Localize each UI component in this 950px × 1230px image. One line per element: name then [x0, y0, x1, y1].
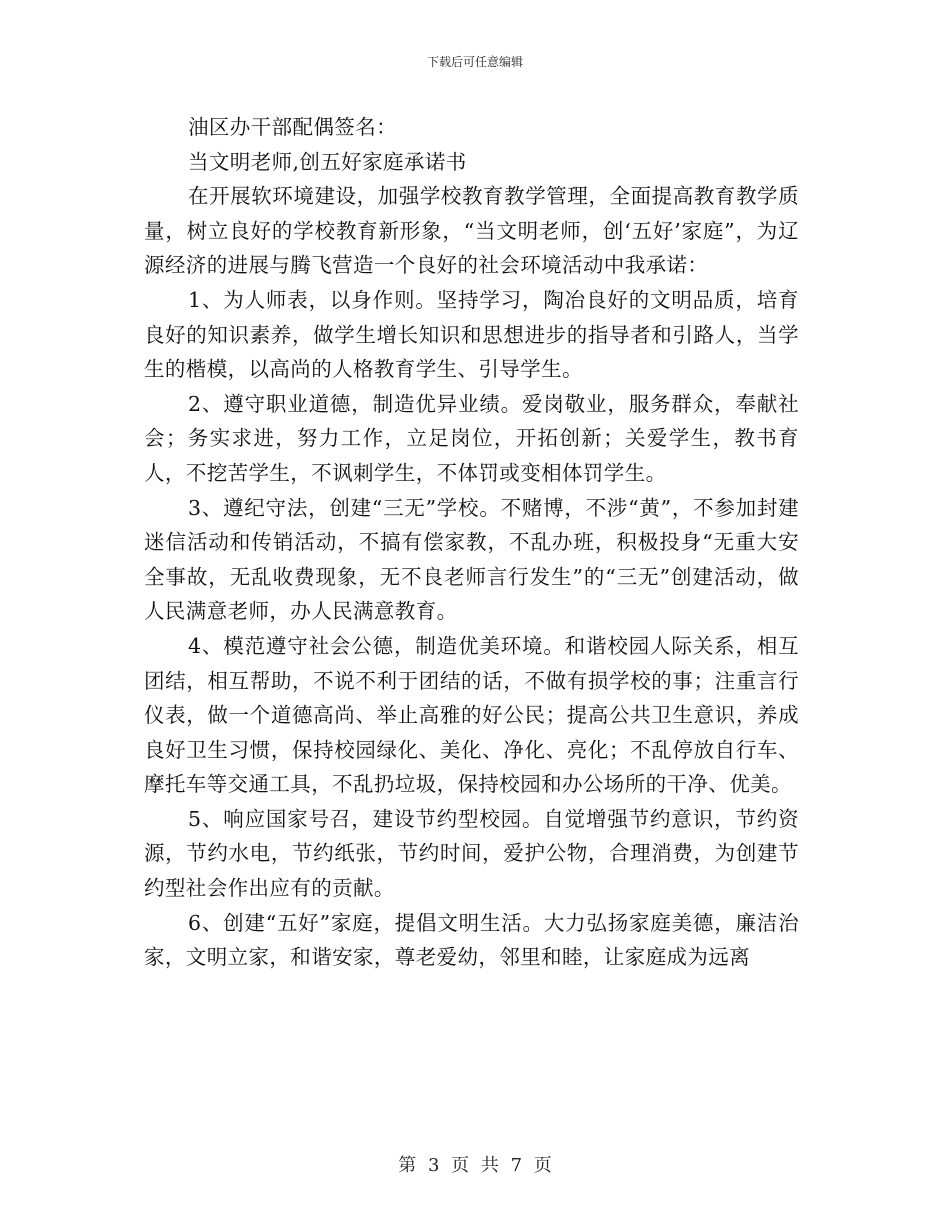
commitment-item-4: 4、模范遵守社会公德，制造优美环境。和谐校园人际关系，相互团结，相互帮助，不说不利于团结的话，不做有损学校的事；注重言行仪表，做一个道德高尚、举止高雅的好公民；提高公共卫生意识，养成良好卫生习惯，保持校园绿化、美化、净化、亮化；不乱停放自行车、摩托车等交通工具，不乱扔垃圾，保持校园和办公场所的干净、优美。 — [144, 633, 799, 797]
document-body — [144, 110, 799, 975]
commitment-item-6: 6、创建“五好”家庭，提倡文明生活。大力弘扬家庭美德，廉洁治家，文明立家，和谐安家，尊老爱幼，邻里和睦，让家庭成为远离 — [144, 910, 799, 970]
commitment-item-1: 1、为人师表，以身作则。坚持学习，陶冶良好的文明品质，培育良好的知识素养，做学生增长知识和思想进步的指导者和引路人，当学生的楷模，以高尚的人格教育学生、引导学生。 — [144, 287, 799, 382]
page-footer: 第 3 页 共 7 页 — [398, 1155, 552, 1176]
page-header: 下载后可任意编辑 — [426, 55, 523, 69]
signature-line: 油区办干部配偶签名： — [188, 115, 397, 139]
commitment-item-5: 5、响应国家号召，建设节约型校园。自觉增强节约意识，节约资源，节约水电，节约纸张，节约时间，爱护公物，合理消费，为创建节约型社会作出应有的贡献。 — [144, 806, 799, 901]
commitment-item-3: 3、遵纪守法，创建“三无”学校。不赌博，不涉“黄”，不参加封建迷信活动和传销活动，不搞有偿家教，不乱办班，积极投身“无重大安全事故，无乱收费现象，无不良老师言行发生”的“三无”创建活动，做人民满意老师，办人民满意教育。 — [144, 495, 799, 624]
intro-paragraph: 在开展软环境建设，加强学校教育教学管理，全面提高教育教学质量，树立良好的学校教育新形象，“当文明老师，创‘五好’家庭”，为辽源经济的进展与腾飞营造一个良好的社会环境活动中我承诺： — [144, 184, 799, 278]
commitment-item-2: 2、遵守职业道德，制造优异业绩。爱岗敬业，服务群众，奉献社会；务实求进，努力工作，立足岗位，开拓创新；关爱学生，教书育人，不挖苦学生，不讽刺学生，不体罚或变相体罚学生。 — [144, 391, 799, 485]
document-title: 当文明老师,创五好家庭承诺书 — [188, 149, 467, 174]
